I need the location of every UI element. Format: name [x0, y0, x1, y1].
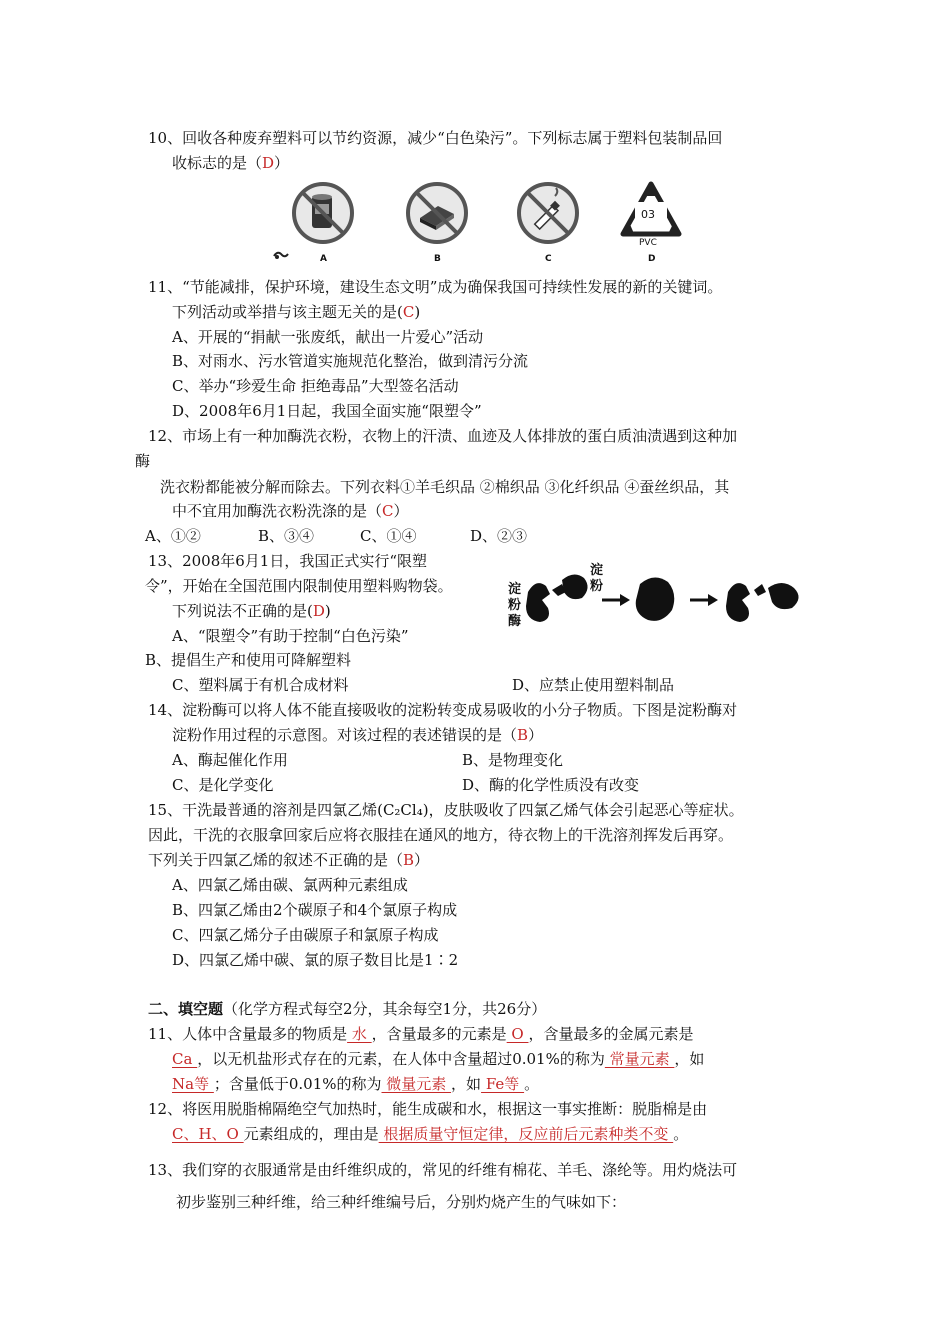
f12-answer-1: C、H、O: [172, 1125, 244, 1143]
q11-line-2: 下列活动或举措与该主题无关的是(C): [172, 303, 421, 321]
q14-option-d: D、酶的化学性质没有改变: [462, 776, 640, 794]
q11-option-b: B、对雨水、污水管道实施规范化整治，做到清污分流: [172, 352, 529, 370]
q14-answer: B: [517, 726, 529, 744]
q12-answer: C: [382, 502, 394, 520]
f11-line-3: Na等 ；含量低于0.01%的称为 微量元素 ，如 Fe等 。: [172, 1075, 540, 1093]
section-2-heading: [148, 999, 546, 1019]
q12-option-d: D、②③: [470, 527, 528, 545]
f11-answer-7: Fe等: [481, 1075, 525, 1093]
section-2-title: 二、填空题: [148, 1000, 224, 1018]
icon-label-b: B: [434, 254, 441, 264]
q12-line-4: 中不宜用加酶洗衣粉洗涤的是（C）: [172, 502, 409, 520]
q14-line-2: 淀粉作用过程的示意图。对该过程的表述错误的是（B）: [172, 726, 544, 744]
q11-option-a: A、开展的“捐献一张废纸，献出一片爱心”活动: [172, 328, 484, 346]
f11-answer-5b: Na等: [172, 1075, 214, 1093]
f11-answer-6: 微量元素: [381, 1075, 452, 1093]
no-can-icon: [290, 180, 356, 246]
q10-line-1: 10、回收各种废弃塑料可以节约资源，减少“白色染污”。下列标志属于塑料包装制品回: [148, 129, 723, 147]
f13-line-2: 初步鉴别三种纤维，给三种纤维编号后，分别灼烧产生的气味如下：: [176, 1193, 627, 1211]
q14-option-b: B、是物理变化: [462, 751, 564, 769]
q12-line-3: 洗衣粉都能被分解而除去。下列衣料①羊毛织品 ②棉织品 ③化纤织品 ④蚕丝织品，其: [160, 478, 730, 496]
q12-line-2: 酶: [135, 452, 151, 470]
f11-answer-3b: Ca: [172, 1050, 198, 1068]
f11-answer-2: O: [506, 1025, 529, 1043]
diagram-label-starch: 淀 粉: [590, 563, 604, 594]
q12-line-1: 12、市场上有一种加酶洗衣粉，衣物上的汗渍、血迹及人体排放的蛋白质油渍遇到这种加: [148, 427, 738, 445]
f11-answer-1: 水: [347, 1025, 372, 1043]
q10-answer: D: [262, 154, 275, 172]
q11-option-c: C、举办“珍爱生命 拒绝毒品”大型签名活动: [172, 377, 459, 395]
q13-option-a: A、“限塑令”有助于控制“白色污染”: [172, 627, 409, 645]
f11-line-2: Ca ，以无机盐形式存在的元素，在人体中含量超过0.01%的称为 常量元素 ，如: [172, 1050, 705, 1068]
q15-line-1: 15、干洗最普通的溶剂是四氯乙烯(C₂Cl₄)，皮肤吸收了四氯乙烯气体会引起恶心等症状。: [148, 801, 744, 819]
q11-line-1: 11、“节能减排，保护环境，建设生态文明”成为确保我国可持续性发展的新的关键词。: [148, 278, 723, 296]
q13-option-b: B、提倡生产和使用可降解塑料: [145, 651, 352, 669]
f12-line-2: C、H、O 元素组成的，理由是 根据质量守恒定律，反应前后元素种类不变 。: [172, 1125, 689, 1143]
q13-line-2: 令”，开始在全国范围内限制使用塑料购物袋。: [145, 577, 453, 595]
no-smoking-icon: [515, 180, 581, 246]
q13-line-3: 下列说法不正确的是(D): [172, 602, 331, 620]
no-box-icon: [404, 180, 470, 246]
q10-line-2: 收标志的是（D）: [172, 154, 290, 172]
f11-line-1: 11、人体中含量最多的物质是 水 ，含量最多的元素是 O ，含量最多的金属元素是: [148, 1025, 694, 1043]
diagram-label-enzyme: 淀 粉 酶: [508, 582, 522, 629]
q14-line-1: 14、淀粉酶可以将人体不能直接吸收的淀粉转变成易吸收的小分子物质。下图是淀粉酶对: [148, 701, 738, 719]
q15-line-2: 因此，干洗的衣服拿回家后应将衣服挂在通风的地方，待衣物上的干洗溶剂挥发后再穿。: [148, 826, 734, 844]
q13-option-c: C、塑料属于有机合成材料: [172, 676, 349, 694]
recycle-text: PVC: [639, 238, 657, 248]
f12-line-1: 12、将医用脱脂棉隔绝空气加热时，能生成碳和水，根据这一事实推断：脱脂棉是由: [148, 1100, 708, 1118]
icon-label-c: C: [545, 254, 552, 264]
q11-option-d: D、2008年6月1日起，我国全面实施“限塑令”: [172, 402, 482, 420]
q14-option-c: C、是化学变化: [172, 776, 274, 794]
f12-answer-2: 根据质量守恒定律，反应前后元素种类不变: [378, 1125, 674, 1143]
f11-answer-4: 常量元素: [604, 1050, 675, 1068]
q12-option-a: A、①②: [145, 527, 201, 545]
q13-answer: D: [312, 602, 325, 620]
icon-label-d: D: [648, 254, 656, 264]
q12-option-c: C、①④: [360, 527, 417, 545]
q13-option-d: D、应禁止使用塑料制品: [512, 676, 675, 694]
q15-answer: B: [403, 851, 415, 869]
q15-option-c: C、四氯乙烯分子由碳原子和氯原子构成: [172, 926, 439, 944]
recycle-code: 03: [641, 208, 655, 221]
f13-line-1: 13、我们穿的衣服通常是由纤维织成的，常见的纤维有棉花、羊毛、涤纶等。用灼烧法可: [148, 1161, 738, 1179]
small-mark-icon: [272, 248, 290, 262]
enzyme-starch-diagram: [522, 570, 807, 630]
q13-line-1: 13、2008年6月1日，我国正式实行“限塑: [148, 552, 428, 570]
q15-option-b: B、四氯乙烯由2个碳原子和4个氯原子构成: [172, 901, 458, 919]
q12-option-b: B、③④: [258, 527, 315, 545]
icon-label-a: A: [320, 254, 327, 264]
q15-option-d: D、四氯乙烯中碳、氯的原子数目比是1∶2: [172, 951, 459, 969]
q14-option-a: A、酶起催化作用: [172, 751, 288, 769]
q15-line-3: 下列关于四氯乙烯的叙述不正确的是（B）: [148, 851, 430, 869]
q11-answer: C: [402, 303, 415, 321]
section-2-note: （化学方程式每空2分，其余每空1分，共26分）: [223, 1000, 547, 1018]
q15-option-a: A、四氯乙烯由碳、氯两种元素组成: [172, 876, 408, 894]
